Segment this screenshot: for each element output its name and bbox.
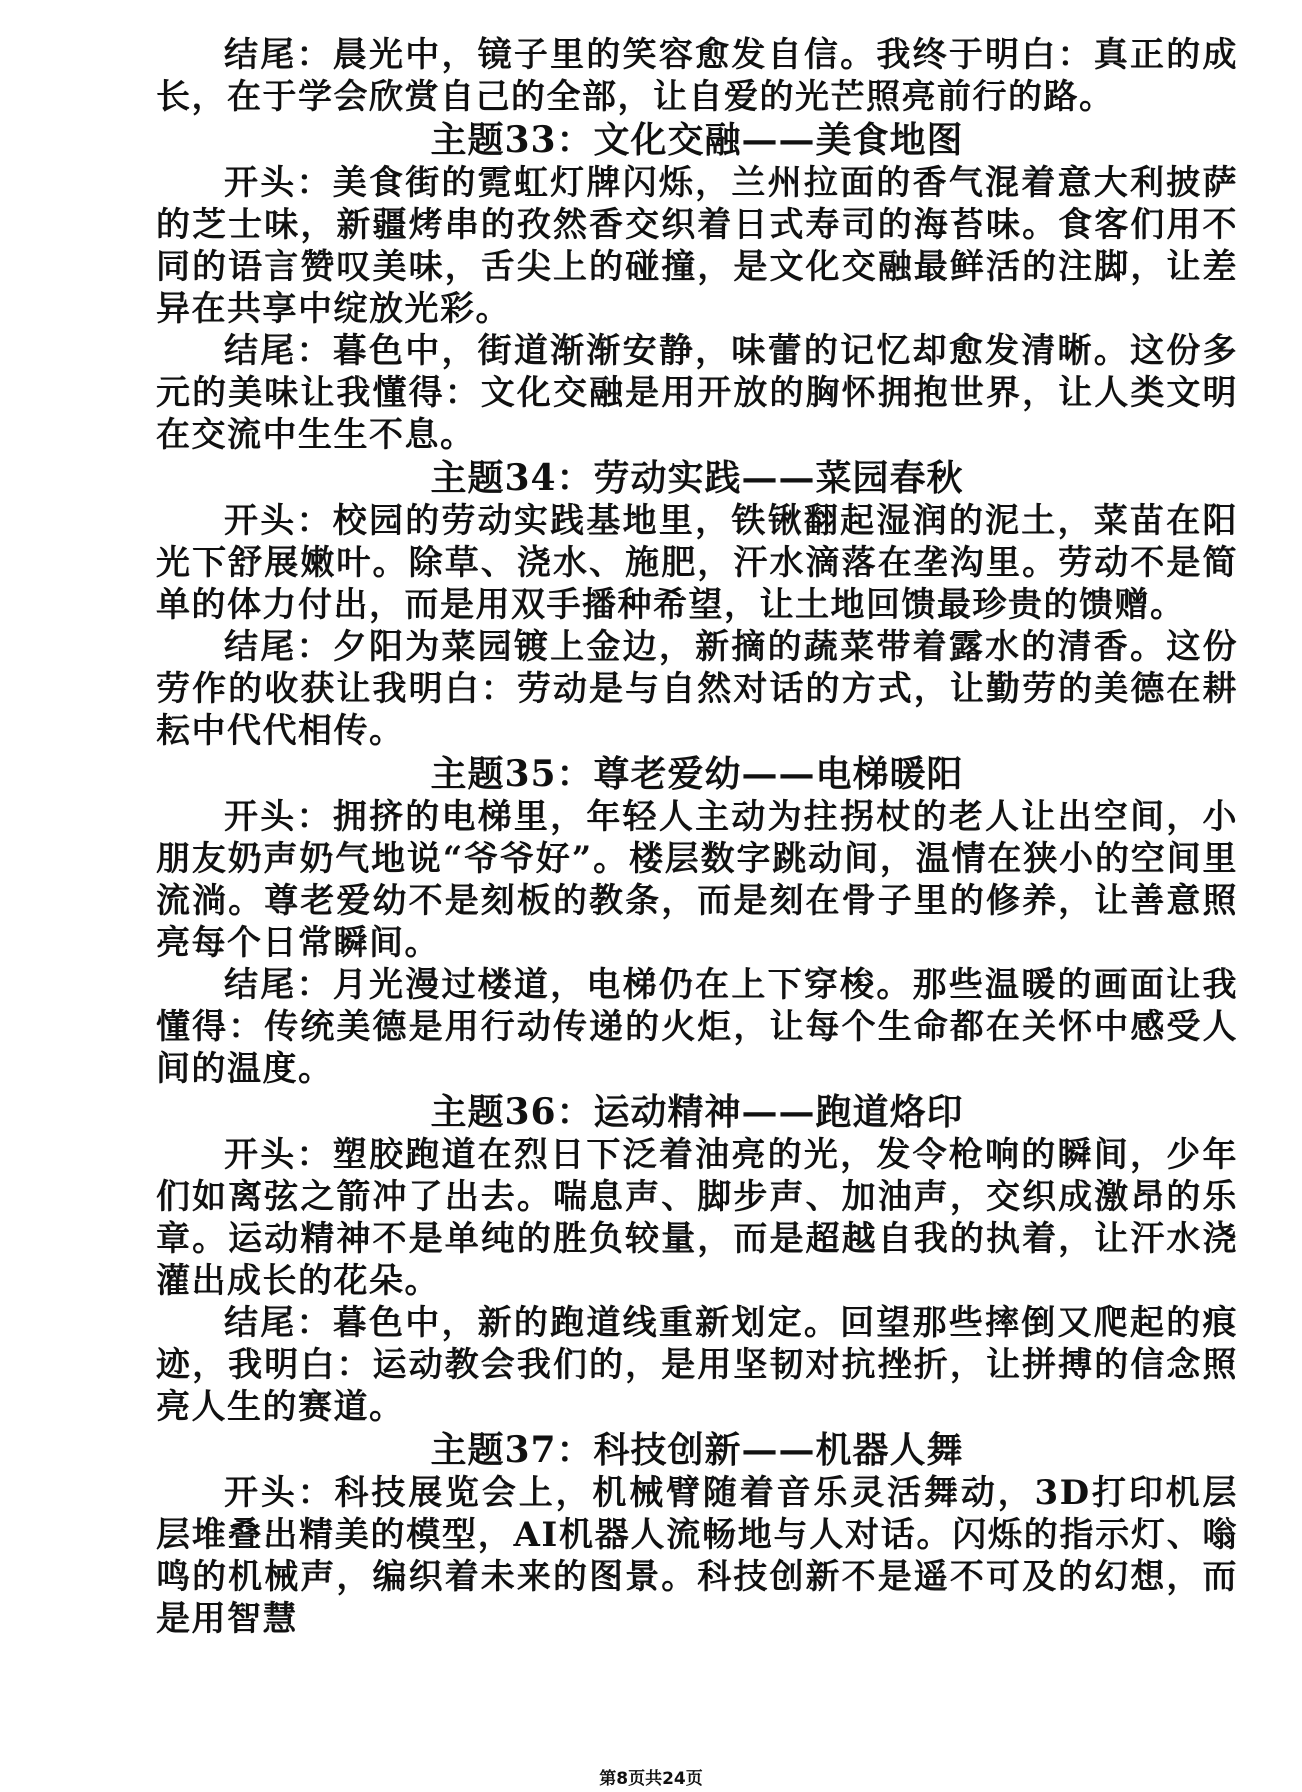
page-number-footer: 第8页共24页	[599, 1769, 703, 1789]
opening-paragraph-topic-35: 开头：拥挤的电梯里，年轻人主动为拄拐杖的老人让出空间，小朋友奶声奶气地说“爷爷好”。楼层数字跳动间，温情在狭小的空间里流淌。尊老爱幼不是刻板的教条，而是刻在骨子里的修养，让善意照亮每个日常瞬间。	[156, 797, 1238, 963]
topic-35-heading: 主题35：尊老爱幼——电梯暖阳	[430, 753, 964, 795]
opening-paragraph-topic-37: 开头：科技展览会上，机械臂随着音乐灵活舞动，3D打印机层层堆叠出精美的模型，AI机器人流畅地与人对话。闪烁的指示灯、嗡鸣的机械声，编织着未来的图景。科技创新不是遥不可及的幻想，而是用智慧	[156, 1473, 1238, 1639]
opening-paragraph-topic-33: 开头：美食街的霓虹灯牌闪烁，兰州拉面的香气混着意大利披萨的芝士味，新疆烤串的孜然香交织着日式寿司的海苔味。食客们用不同的语言赞叹美味，舌尖上的碰撞，是文化交融最鲜活的注脚，让差异在共享中绽放光彩。	[156, 163, 1238, 329]
conclusion-paragraph-topic-33: 结尾：暮色中，街道渐渐安静，味蕾的记忆却愈发清晰。这份多元的美味让我懂得：文化交融是用开放的胸怀拥抱世界，让人类文明在交流中生生不息。	[156, 331, 1238, 455]
topic-36-heading: 主题36：运动精神——跑道烙印	[430, 1091, 964, 1133]
document-body	[156, 34, 1238, 1640]
conclusion-paragraph-topic-36: 结尾：暮色中，新的跑道线重新划定。回望那些摔倒又爬起的痕迹，我明白：运动教会我们的，是用坚韧对抗挫折，让拼搏的信念照亮人生的赛道。	[156, 1303, 1238, 1427]
conclusion-paragraph-topic-32: 结尾：晨光中，镜子里的笑容愈发自信。我终于明白：真正的成长，在于学会欣赏自己的全部，让自爱的光芒照亮前行的路。	[156, 35, 1238, 117]
conclusion-paragraph-topic-34: 结尾：夕阳为菜园镀上金边，新摘的蔬菜带着露水的清香。这份劳作的收获让我明白：劳动是与自然对话的方式，让勤劳的美德在耕耘中代代相传。	[156, 627, 1238, 751]
conclusion-paragraph-topic-35: 结尾：月光漫过楼道，电梯仍在上下穿梭。那些温暖的画面让我懂得：传统美德是用行动传递的火炬，让每个生命都在关怀中感受人间的温度。	[156, 965, 1238, 1089]
opening-paragraph-topic-36: 开头：塑胶跑道在烈日下泛着油亮的光，发令枪响的瞬间，少年们如离弦之箭冲了出去。喘息声、脚步声、加油声，交织成激昂的乐章。运动精神不是单纯的胜负较量，而是超越自我的执着，让汗水浇灌出成长的花朵。	[156, 1135, 1238, 1301]
topic-34-heading: 主题34：劳动实践——菜园春秋	[430, 457, 964, 499]
topic-33-heading: 主题33：文化交融——美食地图	[430, 119, 964, 161]
topic-37-heading: 主题37：科技创新——机器人舞	[430, 1429, 964, 1471]
opening-paragraph-topic-34: 开头：校园的劳动实践基地里，铁锹翻起湿润的泥土，菜苗在阳光下舒展嫩叶。除草、浇水、施肥，汗水滴落在垄沟里。劳动不是简单的体力付出，而是用双手播种希望，让土地回馈最珍贵的馈赠。	[156, 501, 1238, 625]
